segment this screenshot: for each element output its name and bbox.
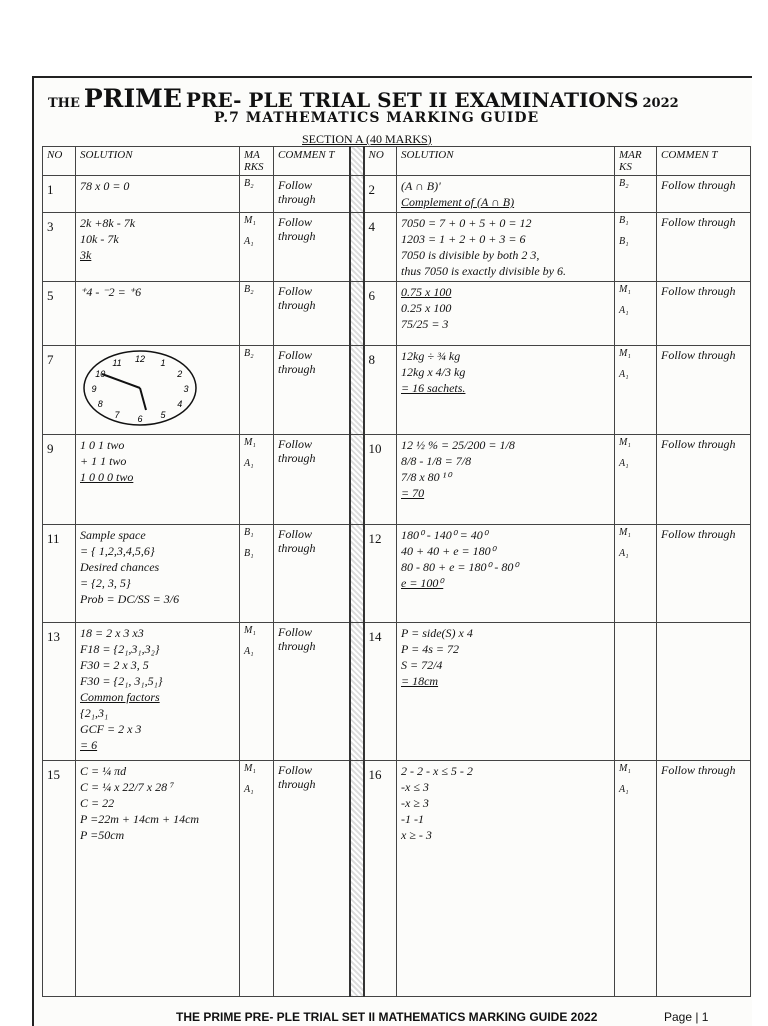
solution-line: 10k - 7k <box>80 232 119 246</box>
table-row <box>43 176 751 213</box>
mark-code: M₁ <box>619 348 631 359</box>
solution-line: 0.25 x 100 <box>401 301 452 315</box>
comment-cell: Follow through <box>274 435 350 525</box>
clock-numeral: 7 <box>114 410 120 420</box>
question-number: 4 <box>364 213 397 282</box>
solution-line: = 16 sachets. <box>401 381 466 395</box>
solution-line: 40 + 40 + e = 180⁰ <box>401 544 496 558</box>
mark-code: M₁ <box>244 763 256 774</box>
marks-cell <box>615 346 657 435</box>
solution-line: 2 - 2 - x ≤ 5 - 2 <box>401 764 473 778</box>
comment-cell <box>657 623 751 761</box>
mark-code: M₁ <box>619 527 631 538</box>
section-heading: SECTION A (40 MARKS) <box>302 132 432 146</box>
comment-cell: Follow through <box>274 623 350 761</box>
mark-code: B₂ <box>244 284 254 295</box>
clock-numeral: 5 <box>160 410 166 420</box>
table-row <box>43 623 751 761</box>
solution-cell <box>397 435 615 525</box>
solution-line: = 6 <box>80 738 98 752</box>
footer-text: THE PRIME PRE- PLE TRIAL SET II MATHEMATICS MARKING GUIDE 2022 <box>176 1010 598 1024</box>
question-number: 2 <box>364 176 397 213</box>
clock-numeral: 8 <box>97 399 103 409</box>
solution-line: = {2, 3, 5} <box>80 576 131 590</box>
clock-numeral: 12 <box>134 354 146 364</box>
solution-line: P =22m + 14cm + 14cm <box>80 812 200 826</box>
question-number: 1 <box>43 176 76 213</box>
mark-code: B₂ <box>619 178 629 189</box>
question-number: 8 <box>364 346 397 435</box>
marks-cell <box>240 213 274 282</box>
solution-line: 7050 = 7 + 0 + 5 + 0 = 12 <box>401 216 532 230</box>
column-divider <box>350 525 364 623</box>
mark-code: A₁ <box>619 784 629 795</box>
comment-cell: Follow through <box>274 525 350 623</box>
solution-line: 75/25 = 3 <box>401 317 449 331</box>
solution-line: 2k +8k - 7k <box>80 216 136 230</box>
table-header-row <box>43 147 751 176</box>
solution-line: 1203 = 1 + 2 + 0 + 3 = 6 <box>401 232 526 246</box>
solution-line: F30 = 2 x 3, 5 <box>80 658 149 672</box>
solution-line: GCF = 2 x 3 <box>80 722 142 736</box>
mark-code: A₁ <box>619 305 629 316</box>
column-divider <box>350 213 364 282</box>
solution-line: + 1 1 two <box>80 454 127 468</box>
mark-code: A₁ <box>244 784 254 795</box>
solution-line: P = side(S) x 4 <box>401 626 473 640</box>
marking-guide-sheet <box>32 76 752 1026</box>
marks-cell <box>615 282 657 346</box>
mark-code: B₁ <box>244 548 254 559</box>
column-divider <box>350 761 364 997</box>
solution-cell <box>397 346 615 435</box>
marking-table <box>42 146 751 997</box>
title-year: 2022 <box>642 96 679 111</box>
mark-code: M₁ <box>619 763 631 774</box>
question-number: 7 <box>43 346 76 435</box>
solution-cell <box>76 213 240 282</box>
solution-line: e = 100⁰ <box>401 576 444 590</box>
comment-cell: Follow through <box>657 525 751 623</box>
marks-cell <box>615 525 657 623</box>
solution-line: 78 x 0 = 0 <box>80 179 130 193</box>
document-subtitle: P.7 MATHEMATICS MARKING GUIDE <box>214 110 540 126</box>
mark-code: M₁ <box>244 437 256 448</box>
comment-cell: Follow through <box>657 346 751 435</box>
solution-line: 8/8 - 1/8 = 7/8 <box>401 454 472 468</box>
mark-code: B₁ <box>619 215 629 226</box>
solution-line: C = 22 <box>80 796 115 810</box>
solution-line: P = 4s = 72 <box>401 642 459 656</box>
header-solution: SOLUTION <box>76 147 240 176</box>
comment-cell: Follow through <box>657 282 751 346</box>
solution-cell <box>397 282 615 346</box>
comment-cell: Follow through <box>274 282 350 346</box>
comment-cell: Follow through <box>274 176 350 213</box>
solution-line: = 18cm <box>401 674 439 688</box>
question-number: 14 <box>364 623 397 761</box>
question-number: 11 <box>43 525 76 623</box>
title-exam: PRE- PLE TRIAL SET II EXAMINATIONS <box>185 88 639 112</box>
mark-code: B₁ <box>244 527 254 538</box>
clock-numeral: 4 <box>177 399 183 409</box>
question-number: 13 <box>43 623 76 761</box>
header-no-right: NO <box>364 147 397 176</box>
mark-code: A₁ <box>244 458 254 469</box>
table-row <box>43 346 751 435</box>
mark-code: B₁ <box>619 236 629 247</box>
marks-cell <box>240 176 274 213</box>
mark-code: A₁ <box>619 458 629 469</box>
question-number: 5 <box>43 282 76 346</box>
solution-line: 180⁰ - 140⁰ = 40⁰ <box>401 528 488 542</box>
clock-numeral: 6 <box>137 414 143 424</box>
table-row <box>43 282 751 346</box>
comment-cell: Follow through <box>274 761 350 997</box>
solution-line: 3k <box>80 248 92 262</box>
marks-cell <box>615 176 657 213</box>
solution-line: ⁺4 - ⁻2 = ⁺6 <box>80 285 142 299</box>
clock-numeral: 3 <box>183 384 189 394</box>
title-the: THE <box>48 96 80 111</box>
marks-cell <box>240 761 274 997</box>
solution-line: 12 ½ % = 25/200 = 1/8 <box>401 438 515 452</box>
solution-line: C = ¼ x 22/7 x 28 ⁷ <box>80 780 175 794</box>
mark-code: M₁ <box>244 215 256 226</box>
marks-cell <box>615 623 657 761</box>
solution-line: Desired chances <box>80 560 160 574</box>
solution-line: = 70 <box>401 486 425 500</box>
solution-line: 80 - 80 + e = 180⁰ - 80⁰ <box>401 560 519 574</box>
header-comment: COMMEN T <box>274 147 350 176</box>
solution-line: 1 0 0 0 two <box>80 470 134 484</box>
solution-cell <box>76 525 240 623</box>
solution-line: Sample space <box>80 528 146 542</box>
clock-hour-hand <box>140 388 146 410</box>
table-row <box>43 435 751 525</box>
solution-line: 0.75 x 100 <box>401 285 452 299</box>
solution-line: -1 -1 <box>401 812 424 826</box>
solution-line: 12kg x 4/3 kg <box>401 365 466 379</box>
mark-code: A₁ <box>244 646 254 657</box>
solution-cell <box>76 623 240 761</box>
header-marks: MA RKS <box>240 147 274 176</box>
solution-cell <box>397 761 615 997</box>
column-divider <box>350 282 364 346</box>
solution-line: (A ∩ B)' <box>401 179 441 193</box>
clock-minute-hand <box>102 374 140 388</box>
table-row <box>43 761 751 997</box>
column-divider <box>350 346 364 435</box>
mark-code: M₁ <box>619 284 631 295</box>
solution-cell <box>76 346 240 435</box>
solution-line: Prob = DC/SS = 3/6 <box>80 592 180 606</box>
marks-cell <box>240 435 274 525</box>
page-number: Page | 1 <box>664 1010 709 1024</box>
question-number: 9 <box>43 435 76 525</box>
comment-cell: Follow through <box>657 213 751 282</box>
mark-code: A₁ <box>619 548 629 559</box>
question-number: 6 <box>364 282 397 346</box>
solution-line: = { 1,2,3,4,5,6} <box>80 544 155 558</box>
solution-cell <box>397 525 615 623</box>
solution-line: 7/8 x 80 ¹⁰ <box>401 470 452 484</box>
question-number: 15 <box>43 761 76 997</box>
column-divider <box>350 176 364 213</box>
solution-line: 1 0 1 two <box>80 438 125 452</box>
clock-numeral: 10 <box>95 369 106 379</box>
solution-line: {2₁,3₁ <box>80 706 109 720</box>
mark-code: A₁ <box>619 369 629 380</box>
column-divider <box>350 435 364 525</box>
solution-cell <box>397 623 615 761</box>
solution-line: P =50cm <box>80 828 125 842</box>
question-number: 16 <box>364 761 397 997</box>
column-divider <box>350 623 364 761</box>
solution-cell <box>397 213 615 282</box>
solution-line: 12kg ÷ ¾ kg <box>401 349 461 363</box>
solution-cell <box>76 435 240 525</box>
marks-cell <box>240 525 274 623</box>
solution-line: -x ≥ 3 <box>401 796 429 810</box>
marks-cell <box>240 282 274 346</box>
solution-line: F18 = {2₁,3₁,3₂} <box>80 642 160 656</box>
table-row <box>43 213 751 282</box>
marks-cell <box>615 435 657 525</box>
solution-line: x ≥ - 3 <box>401 828 432 842</box>
solution-line: thus 7050 is exactly divisible by 6. <box>401 264 566 278</box>
header-no: NO <box>43 147 76 176</box>
comment-cell: Follow through <box>657 761 751 997</box>
solution-cell <box>76 282 240 346</box>
marks-cell <box>615 761 657 997</box>
column-divider <box>350 147 364 176</box>
comment-cell: Follow through <box>274 213 350 282</box>
solution-line: 18 = 2 x 3 x3 <box>80 626 144 640</box>
solution-line: 7050 is divisible by both 2 3, <box>401 248 540 262</box>
solution-line: F30 = {2₁, 3₁,5₁} <box>80 674 163 688</box>
clock-numeral: 2 <box>177 369 183 379</box>
question-number: 3 <box>43 213 76 282</box>
solution-line: S = 72/4 <box>401 658 443 672</box>
solution-line: C = ¼ πd <box>80 764 127 778</box>
comment-cell: Follow through <box>657 435 751 525</box>
solution-cell <box>76 176 240 213</box>
mark-code: B₂ <box>244 178 254 189</box>
clock-numeral: 11 <box>112 358 122 368</box>
mark-code: B₂ <box>244 348 254 359</box>
marks-cell <box>240 623 274 761</box>
clock-face-icon <box>80 348 200 428</box>
question-number: 12 <box>364 525 397 623</box>
comment-cell: Follow through <box>274 346 350 435</box>
solution-cell <box>397 176 615 213</box>
solution-line: Complement of (A ∩ B) <box>401 195 515 209</box>
mark-code: A₁ <box>244 236 254 247</box>
solution-line: -x ≤ 3 <box>401 780 429 794</box>
header-solution-right: SOLUTION <box>397 147 615 176</box>
title-prime: PRIME <box>83 84 182 113</box>
question-number: 10 <box>364 435 397 525</box>
header-comment-right: COMMEN T <box>657 147 751 176</box>
solution-line: Common factors <box>80 690 160 704</box>
comment-cell: Follow through <box>657 176 751 213</box>
clock-numeral: 9 <box>91 384 97 394</box>
mark-code: M₁ <box>244 625 256 636</box>
table-row <box>43 525 751 623</box>
clock-numeral: 1 <box>160 358 166 368</box>
solution-cell <box>76 761 240 997</box>
marks-cell <box>615 213 657 282</box>
marks-cell <box>240 346 274 435</box>
mark-code: M₁ <box>619 437 631 448</box>
header-marks-right: MAR KS <box>615 147 657 176</box>
